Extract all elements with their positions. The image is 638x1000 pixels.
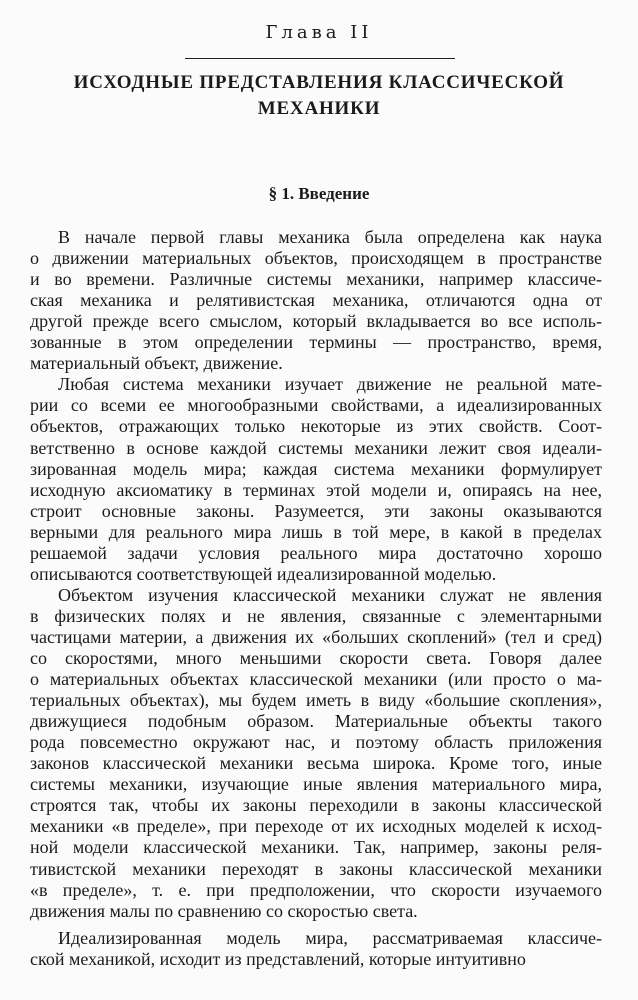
text-line: описываются соответствующей идеализированной моделью. — [30, 563, 497, 584]
text-line: о материальных объектах классической механики (или просто о ма- — [30, 669, 602, 690]
text-line: и во времени. Различные системы механики, например классиче- — [30, 269, 602, 290]
text-line: движения малы по сравнению со скоростью света. — [30, 900, 418, 921]
text-line: верными для реального мира лишь в той мере, в какой в пределах — [30, 521, 602, 542]
text-line: со скоростями, много меньшими скорости света. Говоря далее — [30, 648, 602, 668]
text-line: рода повсеместно окружают нас, и поэтому область приложения — [30, 732, 602, 753]
text-line: Любая система механики изучает движение не реальной мате- — [58, 374, 602, 395]
text-line: исходную аксиоматику в терминах этой модели и, опираясь на нее, — [30, 479, 602, 500]
text-line: системы механики, изучающие иные явления материального мира, — [30, 774, 602, 795]
text-line: в физических полях и не явления, связанные с элементарными — [30, 605, 602, 626]
text-line: рии со всеми ее многообразными свойствами, а идеализированных — [30, 395, 602, 416]
chapter-label: Глава II — [265, 22, 373, 43]
text-line: движущиеся подобным образом. Материальные объекты такого — [30, 711, 602, 732]
text-line: ветственно в основе каждой системы механики лежит своя идеали- — [30, 437, 602, 458]
text-line: «в пределе», т. е. при предположении, что скорости изучаемого — [30, 879, 602, 900]
chapter-title: ИСХОДНЫЕ ПРЕДСТАВЛЕНИЯ КЛАССИЧЕСКОЙ МЕХАНИКИ — [73, 72, 565, 119]
text-line: объектов, отражающих только некоторые из этих свойств. Соот- — [30, 416, 602, 437]
text-line: зованные в этом определении термины — пространство, время, — [30, 332, 602, 353]
text-line: строятся так, чтобы их законы переходили в законы классической — [30, 795, 602, 816]
text-line: о движении материальных объектов, происходящем в пространстве — [30, 248, 602, 269]
chapter-divider — [185, 58, 455, 59]
text-line: зированная модель мира; каждая система механики формулирует — [30, 458, 602, 479]
text-line: механики «в пределе», при переходе от их исходных моделей к исход- — [30, 816, 602, 837]
text-line: В начале первой главы механика была определена как наука — [58, 227, 602, 247]
text-line: тивистской механики переходят в законы классической механики — [30, 858, 602, 879]
text-line: строит основные законы. Разумеется, эти законы оказываются — [30, 500, 602, 521]
text-line: ской механикой, исходит из представлений, которые интуитивно — [30, 948, 526, 969]
section-heading: § 1. Введение — [268, 184, 370, 203]
text-line: другой прежде всего смыслом, который вкладывается во все исполь- — [30, 311, 602, 332]
text-line: материальный объект, движение. — [30, 353, 283, 374]
text-line: Объектом изучения классической механики служат не явления — [58, 584, 602, 605]
text-line: решаемой задачи условия реального мира достаточно хорошо — [30, 542, 602, 563]
text-line: ной модели классической механики. Так, например, законы реля- — [30, 837, 602, 858]
text-line: частицами материи, а движения их «больших скоплений» (тел и сред) — [30, 626, 602, 647]
text-line: териальных объектах), мы будем иметь в виду «большие скопления», — [30, 690, 602, 711]
text-line: ская механика и релятивистская механика, отличаются одна от — [30, 290, 602, 311]
text-line: законов классической механики весьма широка. Кроме того, иные — [30, 753, 602, 774]
text-line: Идеализированная модель мира, рассматриваемая классиче- — [58, 927, 602, 948]
